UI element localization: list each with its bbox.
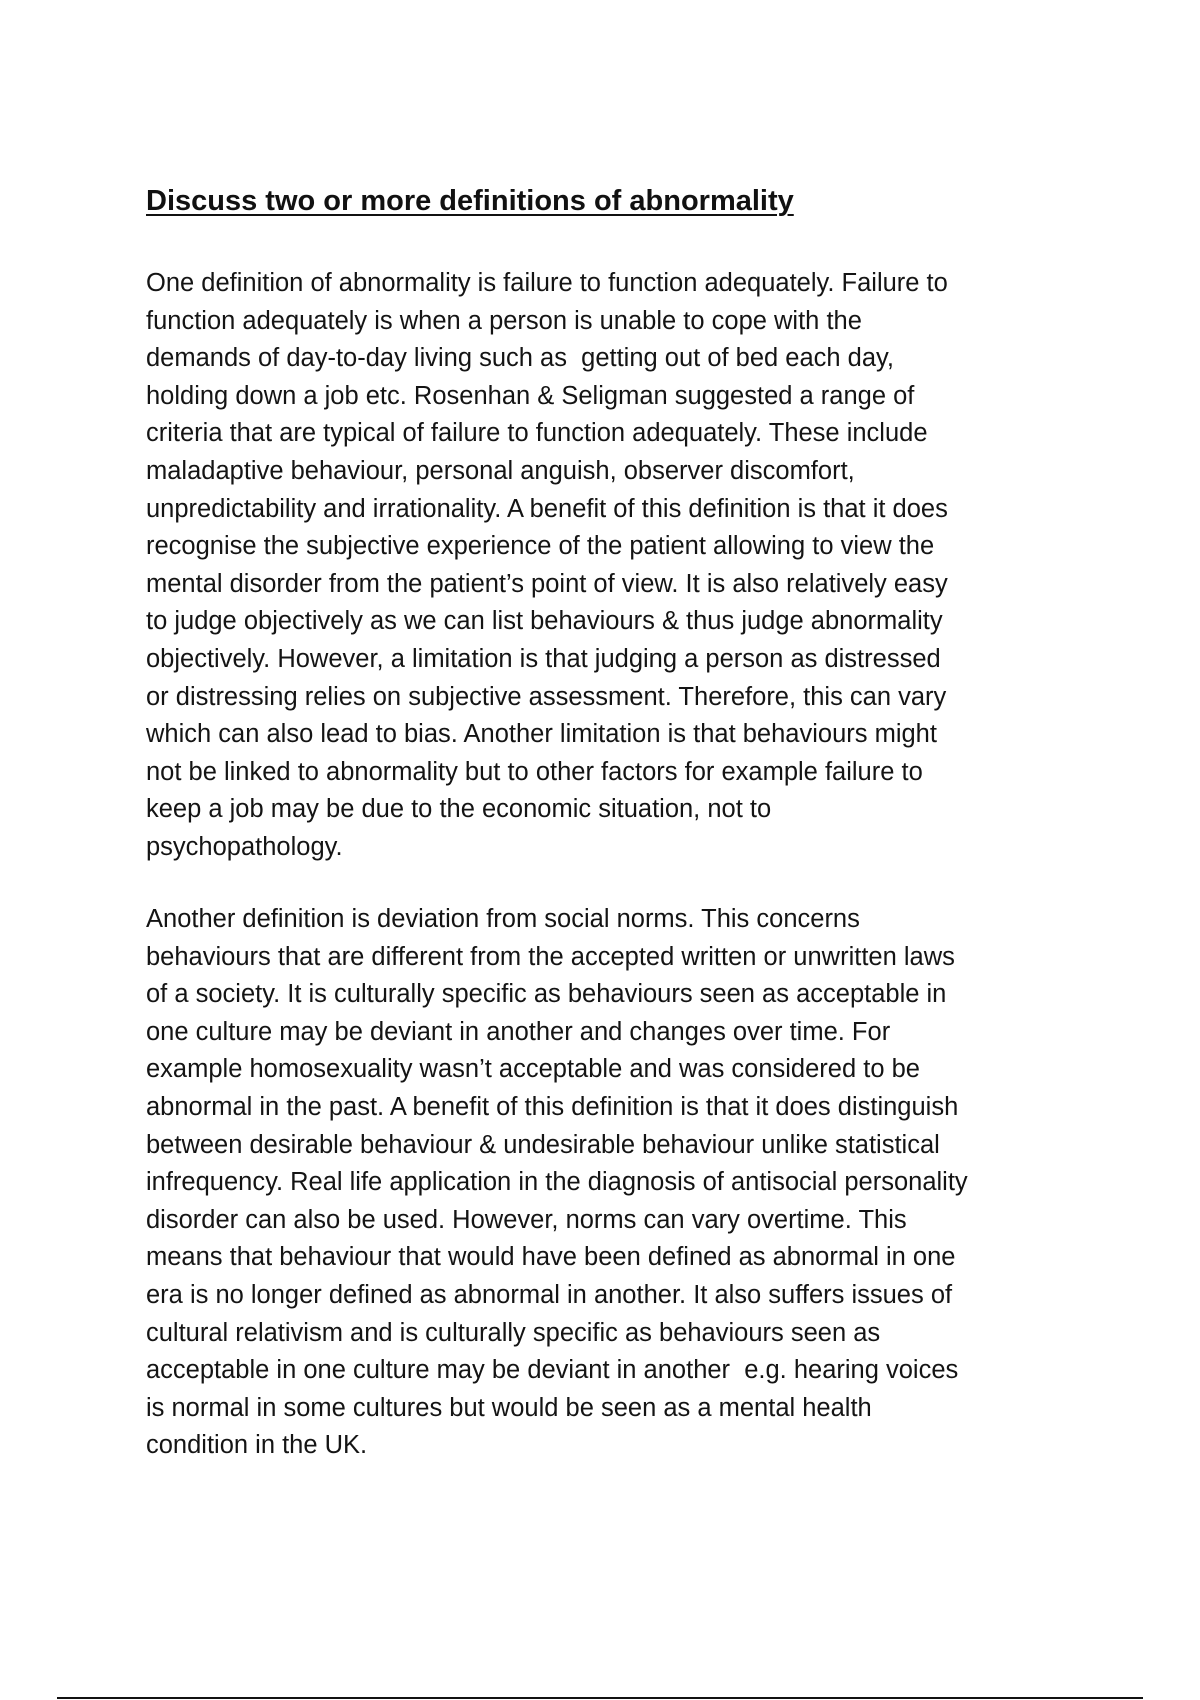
bottom-divider — [57, 1697, 1143, 1699]
paragraph-line: holding down a job etc. Rosenhan & Seligman suggested a range of — [146, 381, 915, 410]
paragraph-line: Another definition is deviation from social norms. This concerns — [146, 905, 860, 933]
paragraph-line: not be linked to abnormality but to other factors for example failure to — [146, 757, 923, 786]
paragraph-line: era is no longer defined as abnormal in another. It also suffers issues of — [146, 1280, 953, 1309]
paragraph-line: abnormal in the past. A benefit of this definition is that it does distinguish — [146, 1092, 959, 1121]
paragraph-line: one culture may be deviant in another and changes over time. For — [146, 1017, 891, 1046]
paragraph-line: recognise the subjective experience of the patient allowing to view the — [146, 532, 935, 561]
paragraph-line: between desirable behaviour & undesirable behaviour unlike statistical — [146, 1130, 940, 1159]
paragraph-line: means that behaviour that would have been defined as abnormal in one — [146, 1243, 956, 1272]
paragraph-line: acceptable in one culture may be deviant in another e.g. hearing voices — [146, 1356, 959, 1385]
paragraph-line: infrequency. Real life application in the diagnosis of antisocial personality — [146, 1168, 968, 1197]
paragraph-line: or distressing relies on subjective assessment. Therefore, this can vary — [146, 682, 947, 711]
paragraph-line: cultural relativism and is culturally specific as behaviours seen as — [146, 1318, 881, 1347]
paragraph-line: psychopathology. — [146, 832, 343, 861]
paragraph-line: disorder can also be used. However, norms can vary overtime. This — [146, 1205, 907, 1234]
document-title: Discuss two or more definitions of abnormality — [146, 185, 794, 217]
paragraph-line: demands of day-to-day living such as getting out of bed each day, — [146, 344, 894, 373]
paragraph-failure-to-function — [146, 265, 1146, 867]
paragraph-line: of a society. It is culturally specific as behaviours seen as acceptable in — [146, 980, 947, 1009]
paragraph-line: condition in the UK. — [146, 1431, 368, 1460]
paragraph-deviation-from-social-norms — [146, 901, 1146, 1465]
paragraph-line: objectively. However, a limitation is that judging a person as distressed — [146, 644, 941, 673]
paragraph-line: behaviours that are different from the accepted written or unwritten laws — [146, 942, 955, 971]
paragraph-line: to judge objectively as we can list behaviours & thus judge abnormality — [146, 607, 943, 636]
paragraph-line: mental disorder from the patient’s point of view. It is also relatively easy — [146, 569, 948, 598]
paragraph-line: One definition of abnormality is failure to function adequately. Failure to — [146, 269, 948, 297]
paragraph-line: unpredictability and irrationality. A benefit of this definition is that it does — [146, 494, 948, 523]
paragraph-line: maladaptive behaviour, personal anguish, observer discomfort, — [146, 456, 855, 485]
paragraph-line: keep a job may be due to the economic situation, not to — [146, 795, 772, 824]
paragraph-line: is normal in some cultures but would be seen as a mental health — [146, 1393, 872, 1422]
paragraph-line: example homosexuality wasn’t acceptable and was considered to be — [146, 1055, 920, 1084]
paragraph-line: which can also lead to bias. Another limitation is that behaviours might — [146, 720, 937, 749]
paragraph-line: criteria that are typical of failure to function adequately. These include — [146, 419, 928, 448]
paragraph-line: function adequately is when a person is unable to cope with the — [146, 306, 862, 335]
